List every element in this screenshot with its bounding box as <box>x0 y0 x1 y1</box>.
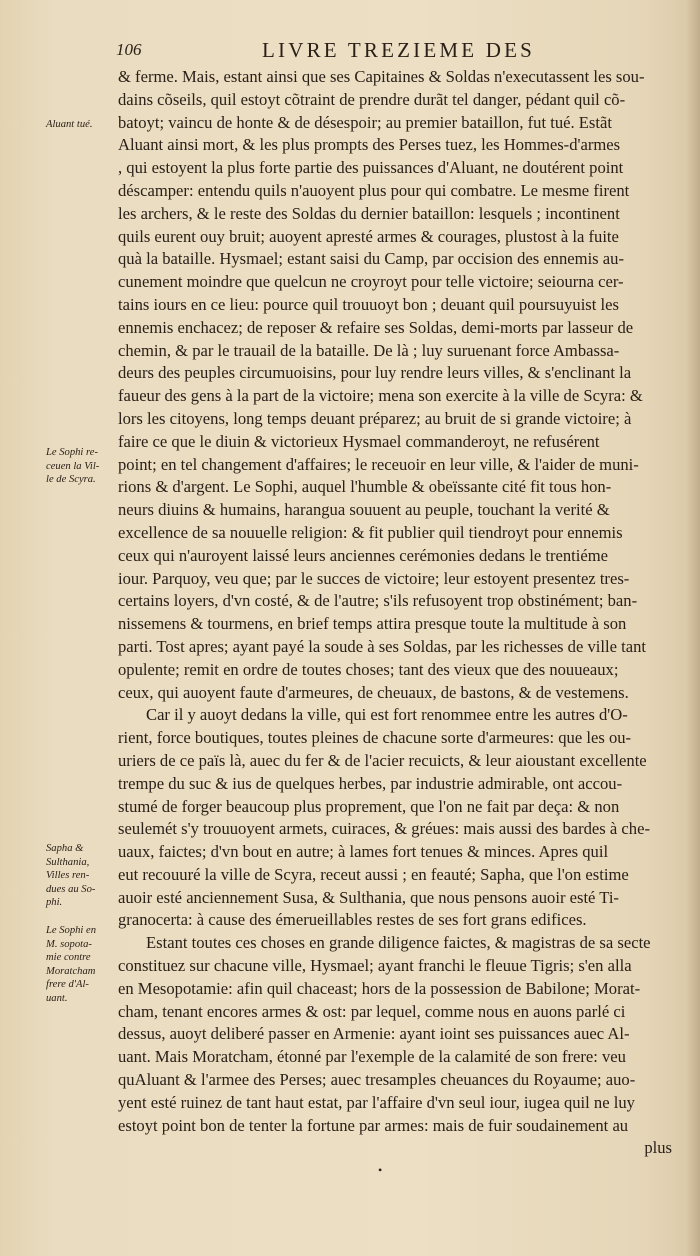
margin-note-line: mie contre <box>46 952 91 964</box>
text-line: constituez sur chacune ville, Hysmael; ayant franchi le fleuue Tigris; s'en alla <box>118 956 632 976</box>
text-line: Estant toutes ces choses en grande diligence faictes, & magistras de sa secte <box>146 933 651 953</box>
text-line: dessus, auoyt deliberé passer en Armenie: ayant ioint ses puissances auec Al- <box>118 1024 630 1044</box>
text-line: ceux qui n'auroyent laissé leurs anciennes cerémonies dedans le trentiéme <box>118 545 609 565</box>
text-line: uriers de ce païs là, auec du fer & de l'acier recuicts, & leur aioustant excellente <box>118 750 647 770</box>
text-line: tains iours en ce lieu: pource quil trouuoyt bon ; deuant quil poursuyuist les <box>118 294 619 314</box>
text-line: parti. Tost apres; ayant payé la soude à ses Soldas, par les richesses de ville tant <box>118 636 647 656</box>
text-line: quà la bataille. Hysmael; estant saisi du Camp, par occision des ennemis au- <box>118 249 624 269</box>
text-line: yent esté ruinez de tant haut estat, par l'affaire d'vn seul iour, iugea quil ne luy <box>118 1092 635 1112</box>
text-line: ennemis enchacez; de reposer & refaire ses Soldas, demi-morts par lasseur de <box>118 317 634 337</box>
text-line: quAluant & l'armee des Perses; auec tresamples cheuances du Royaume; auo- <box>118 1070 636 1090</box>
catchword: plus <box>644 1138 672 1158</box>
margin-note-mesopotamie <box>46 924 120 1006</box>
margin-note-line: Le Sophi en <box>46 925 97 936</box>
text-line: estoyt point bon de tenter la fortune par armes: mais de fuir soudainement au <box>118 1115 629 1135</box>
text-line: Car il y auoyt dedans la ville, qui est fort renommee entre les autres d'O- <box>146 705 628 725</box>
text-line: cunement moindre que quelcun ne croyroyt pour telle victoire; seiourna cer- <box>118 272 624 292</box>
text-line: neurs diuins & humains, harangua souuent au peuple, touchant la verité & <box>118 500 610 520</box>
text-line: granocerta: à cause des émerueillables restes de ses fort grans edifices. <box>118 910 587 930</box>
text-line: cham, tenant encores armes & ost: par lequel, comme nous en auons parlé ci <box>118 1001 626 1021</box>
page-edge-shadow <box>686 0 700 1256</box>
ornament-dot: • <box>378 1163 383 1177</box>
margin-note-scyra <box>46 446 120 487</box>
text-line: les archers, & le reste des Soldas du dernier bataillon: lesquels ; incontinent <box>118 203 620 223</box>
text-line: point; en tel changement d'affaires; le receuoir en leur ville, & l'aider de muni- <box>118 454 639 474</box>
margin-note-line: uant. <box>46 992 68 1004</box>
text-line: uaux, faictes; d'vn bout en autre; à lames fort tenues & minces. Apres quil <box>118 842 609 862</box>
margin-note-line: Villes ren- <box>46 870 90 882</box>
text-line: batoyt; vaincu de honte & de désespoir; au premier bataillon, fut tué. Estãt <box>118 112 612 132</box>
text-line: dains cõseils, quil estoyt cõtraint de prendre durãt tel danger, pédant quil cõ- <box>118 89 626 109</box>
text-line: rions & d'argent. Le Sophi, auquel l'humble & obeïssante cité fit tous hon- <box>118 477 612 497</box>
text-line: lors les citoyens, long temps deuant préparez; au bruit de si grande victoire; à <box>118 408 632 428</box>
text-line: deurs des peuples circumuoisins, pour luy rendre leurs villes, & s'enclinant la <box>118 363 632 383</box>
page-header <box>116 40 676 66</box>
text-line: rient, force boutiques, toutes pleines de chacune sorte d'armeures: que les ou- <box>118 728 632 748</box>
text-line: quils eurent ouy bruit; auoyent apresté armes & courages, plustost à la fuite <box>118 226 619 246</box>
text-line: opulente; remit en ordre de toutes choses; tant des vieux que des nouueaux; <box>118 659 619 679</box>
text-line: ceux, qui auoyent faute d'armeures, de cheuaux, de bastons, & de vestemens. <box>118 682 629 702</box>
margin-note-line: M. sopota- <box>46 938 92 950</box>
text-line: excellence de sa nouuelle religion: & fit publier quil tiendroyt pour ennemis <box>118 522 623 542</box>
text-line: trempe du suc & ius de quelques herbes, par industrie admirable, ont accou- <box>118 773 623 793</box>
text-line: auoir esté anciennement Susa, & Sulthania, que nous pensons auoir esté Ti- <box>118 887 619 907</box>
text-line: nissemens & tourmens, en brief temps attira presque toute la multitude à son <box>118 614 627 634</box>
text-line: certains loyers, d'vn costé, & de l'autre; s'ils refusoyent trop obstinément; ban- <box>118 591 638 611</box>
margin-note-line: Sapha & <box>46 843 84 854</box>
margin-note-line: Aluant tué. <box>46 119 93 130</box>
body-text <box>118 66 682 1160</box>
text-line: faueur des gens à la part de la victoire; mena son exercite à la ville de Scyra: & <box>118 386 643 406</box>
text-line: , qui estoyent la plus forte partie des puissances d'Aluant, ne doutérent point <box>118 158 624 178</box>
page-number: 106 <box>116 40 142 59</box>
text-line: Aluant ainsi mort, & les plus prompts des Perses tuez, les Hommes-d'armes <box>118 135 621 155</box>
margin-note-line: Le Sophi re- <box>46 447 98 458</box>
text-line: en Mesopotamie: afin quil chaceast; hors de la possession de Babilone; Morat- <box>118 978 641 998</box>
text-line: faire ce que le diuin & victorieux Hysmael commanderoyt, ne refusérent <box>118 431 600 451</box>
text-line: stumé de forger beaucoup plus proprement, que l'on ne fait par deça: & non <box>118 796 620 816</box>
text-line: eut recouuré la ville de Scyra, receut aussi ; en feauté; Sapha, que l'on estime <box>118 864 629 884</box>
margin-note-aluant <box>46 118 120 132</box>
margin-note-line: phi. <box>46 897 63 909</box>
text-line: uant. Mais Moratcham, étonné par l'exemple de la calamité de son frere: veu <box>118 1047 626 1067</box>
text-line: & ferme. Mais, estant ainsi que ses Capitaines & Soldas n'executassent les sou- <box>118 67 645 86</box>
text-line: seulemét s'y trouuoyent armets, cuiraces, & gréues: mais aussi des bardes à che- <box>118 819 650 839</box>
margin-note-sapha <box>46 842 120 910</box>
text-line: chemin, & par le trauail de la bataille. De là ; luy suruenant force Ambassa- <box>118 340 620 360</box>
running-head: LIVRE TREZIEME DES <box>262 38 536 62</box>
margin-note-line: ceuen la Vil- <box>46 460 100 472</box>
text-line: iour. Parquoy, veu que; par le succes de victoire; leur estoyent presentez tres- <box>118 568 630 588</box>
margin-note-line: Moratcham <box>46 965 96 977</box>
text-line: déscamper: entendu quils n'auoyent plus pour qui combatre. Le mesme firent <box>118 180 630 200</box>
margin-note-line: dues au So- <box>46 883 96 895</box>
margin-note-line: frere d'Al- <box>46 979 89 991</box>
margin-note-line: Sulthania, <box>46 856 90 868</box>
margin-note-line: le de Scyra. <box>46 474 96 486</box>
